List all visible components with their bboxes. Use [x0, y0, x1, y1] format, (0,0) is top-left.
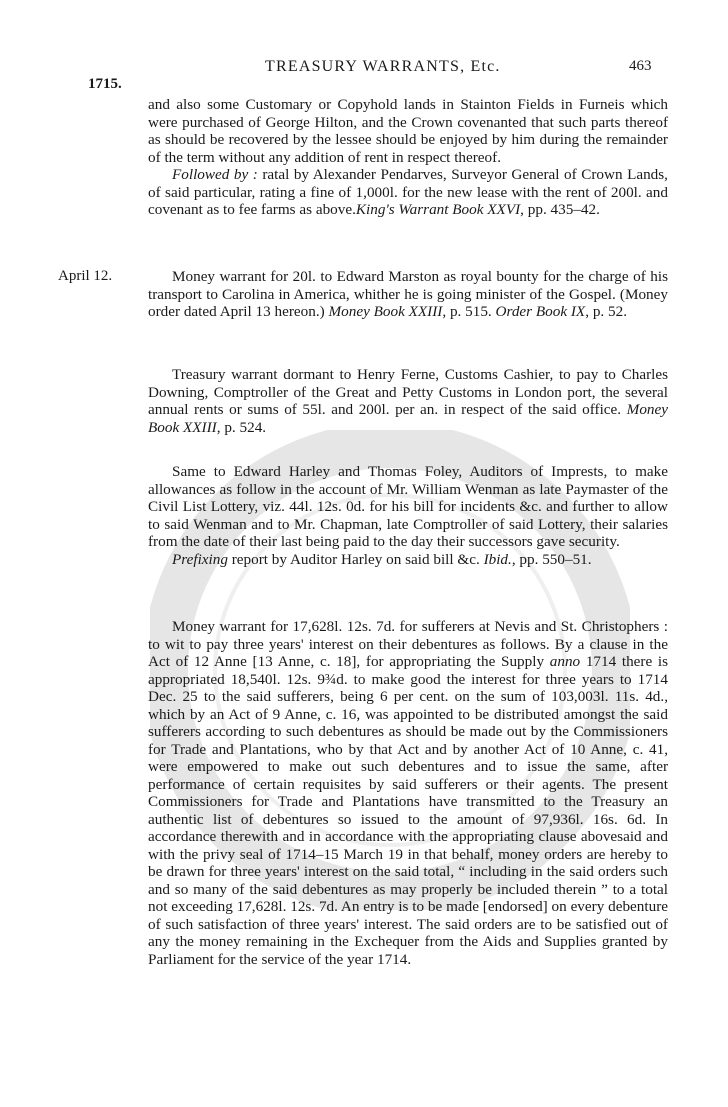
margin-year: 1715. [88, 76, 122, 92]
entry-paragraph: Same to Edward Harley and Thomas Foley, Auditors of Imprests, to make allowances as follow in the account of Mr. William Wenman as late Paymaster of the Civil List Lottery, viz. 44l. 12s. 0d. for his bill for incidents &c. and further to allow to said Wenman and to Mr. Chapman, late Comptroller of said Lottery, their salaries from the date of their last being paid to the day their successors gave security. [148, 463, 668, 550]
entry-text: Money warrant for 20l. to Edward Marston as royal bounty for the charge of his transport to Carolina in America, whither he is going minister of the Gospel. (Money order dated April 13 hereon.) [148, 268, 668, 320]
book-reference: Money Book XXIII [328, 303, 443, 320]
entry-text: , p. 524. [216, 418, 267, 436]
entry-text: , pp. 550–51. [511, 550, 592, 568]
entry-text: Money warrant for 17,628l. 12s. 7d. for sufferers at Nevis and St. Christophers : to wit to pay three years' interest on their debentures as follows. By a clause in the Act of 12 Anne [13 Anne, c. 18], for appropriating the Supply [148, 618, 668, 670]
entry-text: , p. 52. [585, 303, 627, 320]
entry-text: Treasury warrant dormant to Henry Ferne, Customs Cashier, to pay to Charles Downing, Comptroller of the Great and Petty Customs in London port, the several annual rents or sums of 55l. and 200l. per an. in respect of the said office. [148, 366, 668, 418]
entry-paragraph [148, 166, 668, 219]
entry-paragraph: and also some Customary or Copyhold lands in Stainton Fields in Furneis which were purchased of George Hilton, and the Crown covenanted that such parts thereof as should be recovered by the lessee should be enjoyed by him during the remainder of the term without any addition of rent in respect thereof. [148, 96, 668, 166]
italic-lead: Prefixing [172, 550, 228, 568]
page-header [0, 0, 728, 100]
entry-text: , p. 515. [442, 303, 492, 320]
entry-marston [148, 268, 668, 321]
entry-text: ratal by Alexander Pendarves, Surveyor General of Crown Lands, of said particular, rating a fine of 1,000l. for the new lease with the rent of 200l. and covenant as to fee farms as above. [148, 166, 668, 218]
book-reference: Order Book IX [495, 303, 586, 320]
italic-lead: Followed by : [172, 166, 258, 183]
entry-continued-lease [148, 96, 668, 219]
entry-harley-foley [148, 463, 668, 568]
entry-nevis-sufferers [148, 618, 668, 968]
entry-paragraph [148, 366, 668, 436]
entry-ferne [148, 366, 668, 436]
book-reference: Ibid. [483, 550, 512, 568]
entry-text: report by Auditor Harley on said bill &c. [227, 550, 480, 568]
italic-word: anno [549, 653, 581, 670]
entry-date: April 12. [58, 268, 113, 284]
entry-text: , pp. 435–42. [520, 201, 600, 218]
entry-text: 1714 there is appropriated 18,540l. 12s. 9¾d. to make good the interest for three years to 1714 Dec. 25 to the said sufferers, being 6 per cent. on the sum of 103,003l. 11s. 4d., which by an Act of 9 Anne, c. 16, was appointed to be distributed amongst the said sufferers according to such debentures as should be made out by the Commissioners for Trade and Plantations, who by that Act and by another Act of 10 Anne, c. 41, were empowered to make out such debentures and to issue the same, after performance of certain requisites by said sufferers or their agents. The present Commissioners for Trade and Plantations have transmitted to the Treasury an authentic list of debentures so issued to the amount of 97,936l. 16s. 6d. In accordance therewith and in accordance with the appropriating clause abovesaid and with the privy seal of 1714–15 March 19 in that behalf, money orders are hereby to be drawn for three years' interest on the said total, “ including in the said orders such and so many of the said debentures as may properly be included therein ” to a total not exceeding 17,628l. 12s. 7d. An entry is to be made [endorsed] on every debenture of such satisfaction of three years' interest. The said orders are to be satisfied out of any the money remaining in the Exchequer from the Aids and Supplies granted by Parliament for the service of the year 1714. [148, 653, 669, 968]
entry-paragraph [148, 268, 668, 321]
running-title: TREASURY WARRANTS, Etc. [265, 58, 501, 75]
page-number: 463 [629, 58, 652, 74]
entry-paragraph [148, 551, 668, 569]
book-reference: King's Warrant Book XXVI [355, 201, 521, 218]
entry-paragraph [148, 618, 668, 968]
book-reference: Money Book XXIII [148, 401, 668, 436]
